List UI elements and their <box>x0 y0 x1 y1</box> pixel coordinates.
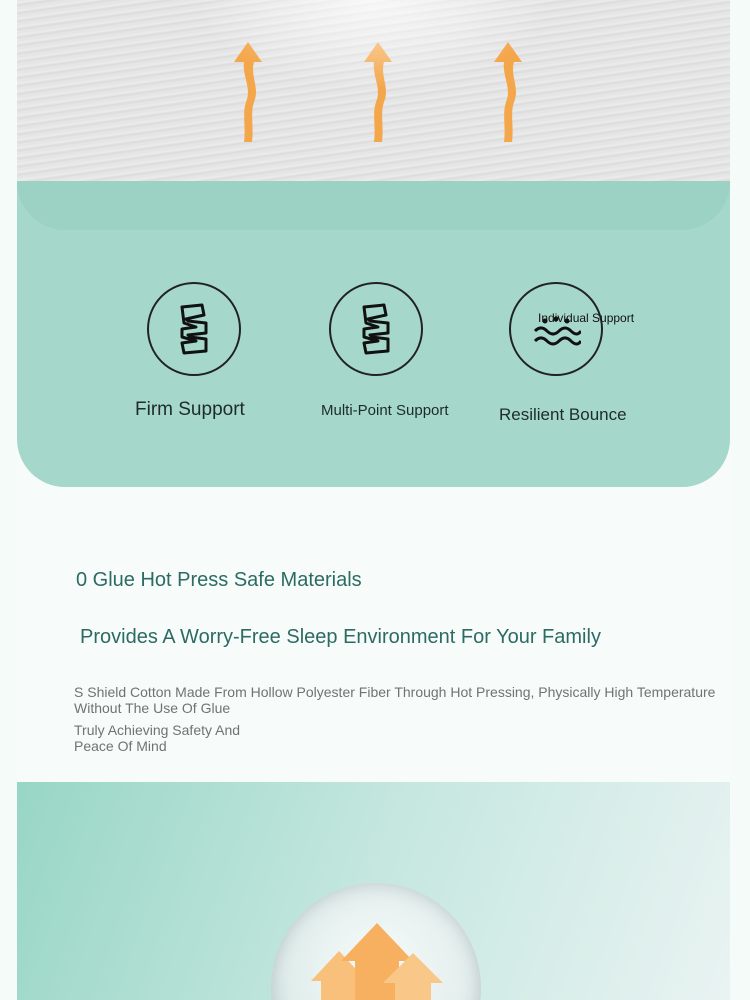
bubble-image <box>271 883 481 1000</box>
bottom-banner <box>17 782 730 1000</box>
fiber-texture-image <box>17 0 730 181</box>
feature-label-multi-point-support: Multi-Point Support <box>321 402 449 419</box>
feature-label-firm-support: Firm Support <box>135 399 245 420</box>
section-body-secondary: Truly Achieving Safety And Peace Of Mind <box>74 722 241 754</box>
arrows-in-bubble-icon <box>311 921 451 1000</box>
section-body: S Shield Cotton Made From Hollow Polyester Fiber Through Hot Pressing, Physically High Temperature Without The Use Of Glue <box>74 684 716 716</box>
wave-icon <box>509 282 603 376</box>
spine-icon <box>147 282 241 376</box>
features-panel <box>17 181 730 487</box>
rising-arrow-icon <box>230 40 266 144</box>
spine-icon <box>329 282 423 376</box>
section-title: 0 Glue Hot Press Safe Materials <box>76 569 362 591</box>
overlay-label: Individual Support <box>538 311 635 325</box>
page <box>17 0 730 1000</box>
rising-arrow-icon <box>490 40 526 144</box>
feature-label-resilient-bounce: Resilient Bounce <box>499 405 627 424</box>
section-subtitle: Provides A Worry-Free Sleep Environment For Your Family <box>80 626 601 648</box>
panel-header-band <box>17 181 730 230</box>
rising-arrow-icon <box>360 40 396 144</box>
